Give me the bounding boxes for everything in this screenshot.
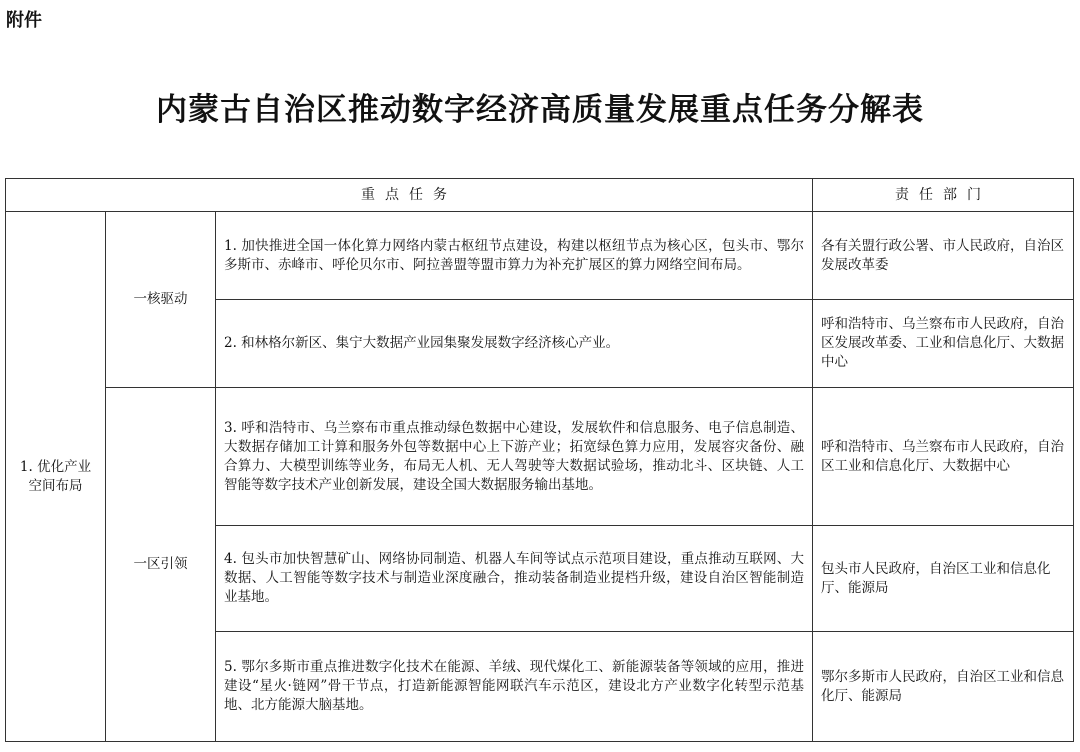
group-label-core: 一核驱动 (106, 212, 216, 388)
dept-cell: 各有关盟行政公署、市人民政府，自治区发展改革委 (813, 212, 1074, 300)
table-row (6, 212, 1074, 300)
dept-cell: 鄂尔多斯市人民政府，自治区工业和信息化厅、能源局 (813, 632, 1074, 742)
table-header-row (6, 179, 1074, 212)
task-cell: 4. 包头市加快智慧矿山、网络协同制造、机器人车间等试点示范项目建设，重点推动互联网、大数据、人工智能等数字技术与制造业深度融合，推动装备制造业提档升级，建设自治区智能制造业基地。 (216, 526, 813, 632)
header-tasks: 重点任务 (6, 179, 813, 212)
header-dept: 责任部门 (813, 179, 1074, 212)
group-label-zone: 一区引领 (106, 388, 216, 742)
dept-cell: 呼和浩特市、乌兰察布市人民政府，自治区发展改革委、工业和信息化厅、大数据中心 (813, 300, 1074, 388)
category-cell: 1. 优化产业空间布局 (6, 212, 106, 742)
task-cell: 5. 鄂尔多斯市重点推进数字化技术在能源、羊绒、现代煤化工、新能源装备等领域的应用，推进建设“星火·链网”骨干节点，打造新能源智能网联汽车示范区，建设北方产业数字化转型示范基地、北方能源大脑基地。 (216, 632, 813, 742)
dept-cell: 包头市人民政府，自治区工业和信息化厅、能源局 (813, 526, 1074, 632)
dept-cell: 呼和浩特市、乌兰察布市人民政府，自治区工业和信息化厅、大数据中心 (813, 388, 1074, 526)
document-title: 内蒙古自治区推动数字经济高质量发展重点任务分解表 (156, 92, 924, 128)
task-cell: 3. 呼和浩特市、乌兰察布市重点推动绿色数据中心建设，发展软件和信息服务、电子信息制造、大数据存储加工计算和服务外包等数据中心上下游产业；拓宽绿色算力应用，发展容灾备份、融合算力、大模型训练等业务，布局无人机、无人驾驶等大数据试验场，推动北斗、区块链、人工智能等数字技术产业创新发展，建设全国大数据服务输出基地。 (216, 388, 813, 526)
task-table (5, 178, 1074, 742)
task-cell: 1. 加快推进全国一体化算力网络内蒙古枢纽节点建设，构建以枢纽节点为核心区，包头市、鄂尔多斯市、赤峰市、呼伦贝尔市、阿拉善盟等盟市算力为补充扩展区的算力网络空间布局。 (216, 212, 813, 300)
task-cell: 2. 和林格尔新区、集宁大数据产业园集聚发展数字经济核心产业。 (216, 300, 813, 388)
attachment-label: 附件 (6, 10, 42, 31)
table-row (6, 388, 1074, 526)
